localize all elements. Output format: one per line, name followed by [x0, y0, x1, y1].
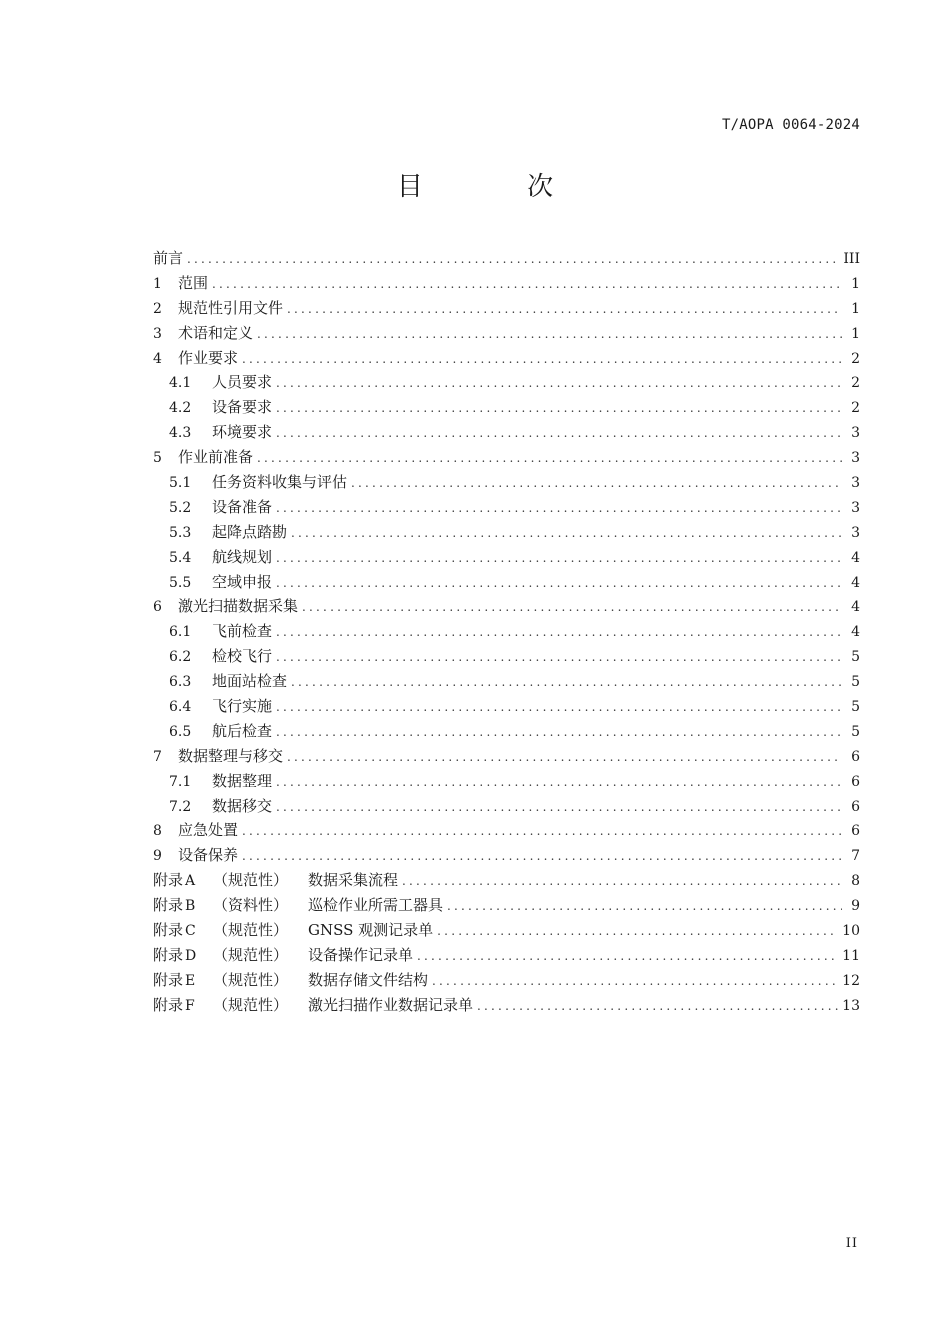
toc-entry-number: 1: [153, 275, 162, 292]
toc-entry-label: 术语和定义: [178, 323, 254, 342]
toc-entry-label: 规范性引用文件: [178, 298, 284, 317]
appendix-type: （规范性）: [213, 921, 289, 940]
toc-entry[interactable]: [153, 346, 860, 371]
toc-entry-label: 起降点踏勘: [212, 522, 288, 541]
toc-entry-label: 数据整理与移交: [178, 746, 284, 765]
toc-leader-dots: [187, 247, 839, 272]
toc-entry-number: 6.5: [169, 723, 192, 740]
toc-entry[interactable]: [153, 520, 860, 545]
appendix-page: 12: [842, 972, 860, 989]
toc-entry[interactable]: [153, 445, 860, 470]
toc-leader-dots: [276, 571, 842, 596]
toc-leader-dots: [287, 297, 842, 322]
appendix-category: 附录: [153, 871, 184, 890]
appendix-category: 附录: [153, 896, 184, 915]
toc-entry-page: 3: [851, 425, 860, 442]
toc-appendix-entry[interactable]: [153, 943, 860, 968]
toc-leader-dots: [351, 471, 842, 496]
toc-entry-number: 4.1: [169, 375, 192, 392]
toc-entry[interactable]: [153, 470, 860, 495]
appendix-type: （规范性）: [213, 970, 289, 989]
toc-entry-page: 4: [851, 599, 860, 616]
toc-entry-page: 1: [851, 300, 860, 317]
toc-entry-number: 5.2: [169, 499, 192, 516]
toc-entry-page: 3: [851, 450, 860, 467]
toc-entry-page: 5: [851, 649, 860, 666]
toc-entry-label: 激光扫描数据采集: [178, 597, 299, 616]
toc-entry[interactable]: [153, 370, 860, 395]
appendix-category: 附录: [153, 995, 184, 1014]
appendix-letter: A: [185, 873, 196, 890]
appendix-category: 附录: [153, 970, 184, 989]
toc-entry-number: 5: [153, 450, 162, 467]
toc-leader-dots: [432, 969, 838, 994]
toc-leader-dots: [276, 770, 842, 795]
toc-entry-page: 3: [851, 475, 860, 492]
toc-entry[interactable]: [153, 794, 860, 819]
appendix-letter: B: [185, 898, 196, 915]
toc-entry-label: 飞行实施: [212, 697, 273, 716]
appendix-type: （规范性）: [213, 871, 289, 890]
toc-entry-number: 4.3: [169, 425, 192, 442]
toc-appendix-entry[interactable]: [153, 968, 860, 993]
toc-entry-label: 设备准备: [212, 497, 273, 516]
appendix-letter: F: [185, 997, 195, 1014]
toc-leader-dots: [291, 670, 842, 695]
toc-entry-number: 5.5: [169, 574, 192, 591]
toc-entry-label: 设备要求: [212, 398, 273, 417]
toc-entry[interactable]: [153, 545, 860, 570]
toc-entry-label: 环境要求: [212, 423, 273, 442]
toc-entry-page: 2: [851, 375, 860, 392]
toc-entry[interactable]: [153, 769, 860, 794]
appendix-type: （规范性）: [213, 995, 289, 1014]
toc-entry[interactable]: [153, 594, 860, 619]
toc-entry[interactable]: [153, 694, 860, 719]
toc-leader-dots: [276, 496, 842, 521]
toc-entry-number: 8: [153, 823, 162, 840]
toc-appendix-entry[interactable]: [153, 868, 860, 893]
toc-entry-label: 地面站检查: [212, 672, 288, 691]
toc-entry-page: 3: [851, 524, 860, 541]
toc-entry-page: 7: [851, 848, 860, 865]
toc-leader-dots: [212, 272, 842, 297]
toc-entry-page: 6: [851, 798, 860, 815]
toc-entry-page: 2: [851, 400, 860, 417]
toc-appendix-entry[interactable]: [153, 893, 860, 918]
appendix-label: 巡检作业所需工器具: [308, 896, 444, 915]
toc-entry-page: 5: [851, 723, 860, 740]
toc-entry-page: 6: [851, 823, 860, 840]
toc-entry-label: 数据整理: [212, 771, 273, 790]
toc-entry[interactable]: [153, 271, 860, 296]
toc-entry-number: 6: [153, 599, 162, 616]
table-of-contents: [153, 246, 860, 1018]
appendix-label: 设备操作记录单: [308, 945, 414, 964]
toc-leader-dots: [276, 396, 842, 421]
toc-entry-page: 5: [851, 674, 860, 691]
toc-entry-label: 前言: [153, 249, 184, 267]
toc-leader-dots: [242, 347, 842, 372]
toc-entry[interactable]: [153, 669, 860, 694]
toc-leader-dots: [257, 446, 842, 471]
toc-entry-label: 人员要求: [212, 373, 273, 392]
toc-entry[interactable]: [153, 321, 860, 346]
toc-entry[interactable]: [153, 495, 860, 520]
page-title: 目 次: [396, 172, 602, 202]
appendix-page: 9: [851, 898, 860, 915]
toc-leader-dots: [437, 919, 838, 944]
appendix-letter: D: [185, 947, 197, 964]
page-number: II: [845, 1236, 858, 1251]
toc-leader-dots: [276, 795, 842, 820]
toc-leader-dots: [242, 819, 842, 844]
toc-entry[interactable]: [153, 719, 860, 744]
toc-entry-label: 检校飞行: [212, 647, 273, 666]
toc-entry-page: 1: [851, 275, 860, 292]
toc-leader-dots: [276, 620, 842, 645]
toc-entry-label: 飞前检查: [212, 622, 273, 641]
toc-entry-number: 4.2: [169, 400, 192, 417]
toc-leader-dots: [276, 546, 842, 571]
toc-entry-page: 6: [851, 748, 860, 765]
toc-entry-number: 5.1: [169, 475, 192, 492]
toc-entry[interactable]: [153, 644, 860, 669]
toc-entry-label: 任务资料收集与评估: [212, 473, 348, 492]
toc-entry-number: 3: [153, 325, 162, 342]
toc-leader-dots: [477, 994, 838, 1019]
toc-entry-label: 作业前准备: [178, 448, 254, 467]
toc-entry-page: 5: [851, 699, 860, 716]
toc-entry-page: 2: [851, 350, 860, 367]
appendix-category: 附录: [153, 945, 184, 964]
toc-leader-dots: [276, 371, 842, 396]
toc-entry-label: 设备保养: [178, 846, 239, 865]
toc-entry-label: 范围: [178, 273, 209, 292]
toc-entry[interactable]: [153, 395, 860, 420]
toc-entry-number: 7: [153, 748, 162, 765]
toc-entry-label: 应急处置: [178, 821, 239, 840]
toc-entry-page: 4: [851, 574, 860, 591]
toc-entry[interactable]: [153, 744, 860, 769]
toc-entry-label: 数据移交: [212, 796, 273, 815]
appendix-label: 数据存储文件结构: [308, 970, 429, 989]
toc-entry[interactable]: [153, 843, 860, 868]
toc-entry-page: 1: [851, 325, 860, 342]
toc-entry[interactable]: [153, 818, 860, 843]
appendix-label: 数据采集流程: [308, 871, 399, 890]
toc-leader-dots: [242, 844, 842, 869]
toc-entry-number: 5.3: [169, 524, 192, 541]
toc-entry-number: 6.3: [169, 674, 192, 691]
toc-entry-page: 6: [851, 773, 860, 790]
toc-entry-number: 6.1: [169, 624, 192, 641]
appendix-category: 附录: [153, 921, 184, 940]
appendix-page: 13: [842, 997, 860, 1014]
appendix-letter: E: [185, 972, 196, 989]
toc-entry-number: 9: [153, 848, 162, 865]
appendix-label: GNSS 观测记录单: [308, 921, 434, 940]
toc-leader-dots: [276, 421, 842, 446]
toc-entry-number: 5.4: [169, 549, 192, 566]
document-code: T/AOPA 0064-2024: [721, 117, 860, 133]
appendix-page: 10: [842, 923, 860, 940]
toc-entry-page: III: [843, 251, 860, 267]
toc-entry[interactable]: [153, 619, 860, 644]
toc-appendix-entry[interactable]: [153, 918, 860, 943]
toc-entry-number: 6.4: [169, 699, 192, 716]
appendix-letter: C: [185, 923, 196, 940]
toc-leader-dots: [417, 944, 838, 969]
toc-appendix-entry[interactable]: [153, 993, 860, 1018]
toc-entry[interactable]: [153, 420, 860, 445]
appendix-page: 11: [842, 947, 860, 964]
appendix-label: 激光扫描作业数据记录单: [308, 995, 474, 1014]
toc-leader-dots: [287, 745, 842, 770]
appendix-type: （规范性）: [213, 945, 289, 964]
toc-entry-label: 航线规划: [212, 547, 273, 566]
toc-leader-dots: [402, 869, 842, 894]
toc-entry-number: 7.2: [169, 798, 192, 815]
toc-entry-label: 空域申报: [212, 572, 273, 591]
toc-entry[interactable]: [153, 296, 860, 321]
toc-entry-number: 2: [153, 300, 162, 317]
toc-entry-label: 作业要求: [178, 348, 239, 367]
toc-leader-dots: [302, 595, 842, 620]
toc-entry-number: 7.1: [169, 773, 192, 790]
toc-leader-dots: [276, 695, 842, 720]
appendix-type: （资料性）: [213, 896, 289, 915]
toc-leader-dots: [447, 894, 842, 919]
toc-entry-page: 4: [851, 549, 860, 566]
toc-leader-dots: [276, 645, 842, 670]
toc-leader-dots: [291, 521, 842, 546]
toc-leader-dots: [257, 322, 842, 347]
toc-entry-number: 4: [153, 350, 162, 367]
toc-entry-number: 6.2: [169, 649, 192, 666]
appendix-page: 8: [851, 873, 860, 890]
toc-entry-page: 3: [851, 499, 860, 516]
toc-entry-label: 航后检查: [212, 721, 273, 740]
toc-entry[interactable]: [153, 246, 860, 271]
toc-entry-page: 4: [851, 624, 860, 641]
toc-entry[interactable]: [153, 570, 860, 595]
toc-leader-dots: [276, 720, 842, 745]
